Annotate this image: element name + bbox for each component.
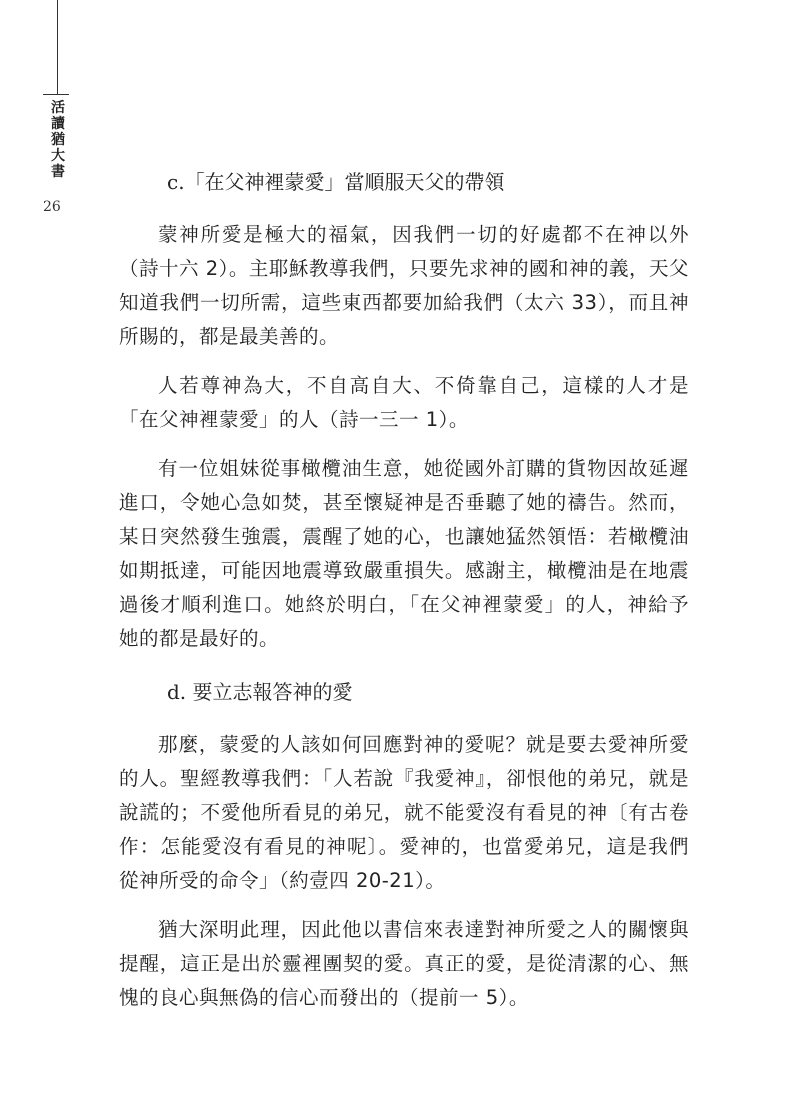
margin-rule-horizontal (43, 94, 69, 95)
section-heading-d: d. 要立志報答神的愛 (167, 680, 353, 704)
margin-rule-vertical (57, 0, 58, 94)
paragraph: 那麼，蒙愛的人該如何回應對神的愛呢？就是要去愛神所愛的人。聖經教導我們：「人若說『我愛神』，卻恨他的弟兄，就是說謊的；不愛他所看見的弟兄，就不能愛沒有看見的神〔有古卷作：怎能愛沒有看見的神呢〕。愛神的，也當愛弟兄，這是我們從神所受的命令」（約壹四 20-21）。 (119, 733, 689, 892)
running-book-title: 活讀猶大書 (51, 100, 65, 180)
paragraph: 人若尊神為大，不自高自大、不倚靠自己，這樣的人才是「在父神裡蒙愛」的人（詩一三一 1）。 (119, 374, 689, 431)
section-heading-c: c.「在父神裡蒙愛」當順服天父的帶領 (167, 170, 505, 194)
page-body (119, 160, 689, 1015)
paragraph: 猶大深明此理，因此他以書信來表達對神所愛之人的關懷與提醒，這正是出於靈裡團契的愛。真正的愛，是從清潔的心、無愧的良心與無偽的信心而發出的（提前一 5）。 (119, 918, 689, 1009)
paragraph: 有一位姐妹從事橄欖油生意，她從國外訂購的貨物因故延遲進口，令她心急如焚，甚至懷疑神是否垂聽了她的禱告。然而，某日突然發生強震，震醒了她的心，也讓她猛然領悟：若橄欖油如期抵達，可能因地震導致嚴重損失。感謝主，橄欖油是在地震過後才順利進口。她終於明白，「在父神裡蒙愛」的人，神給予她的都是最好的。 (119, 457, 689, 650)
page-number: 26 (43, 199, 61, 215)
paragraph: 蒙神所愛是極大的福氣，因我們一切的好處都不在神以外（詩十六 2）。主耶穌教導我們，只要先求神的國和神的義，天父知道我們一切所需，這些東西都要加給我們（太六 33），而且神所賜的，都是最美善的。 (119, 223, 689, 348)
